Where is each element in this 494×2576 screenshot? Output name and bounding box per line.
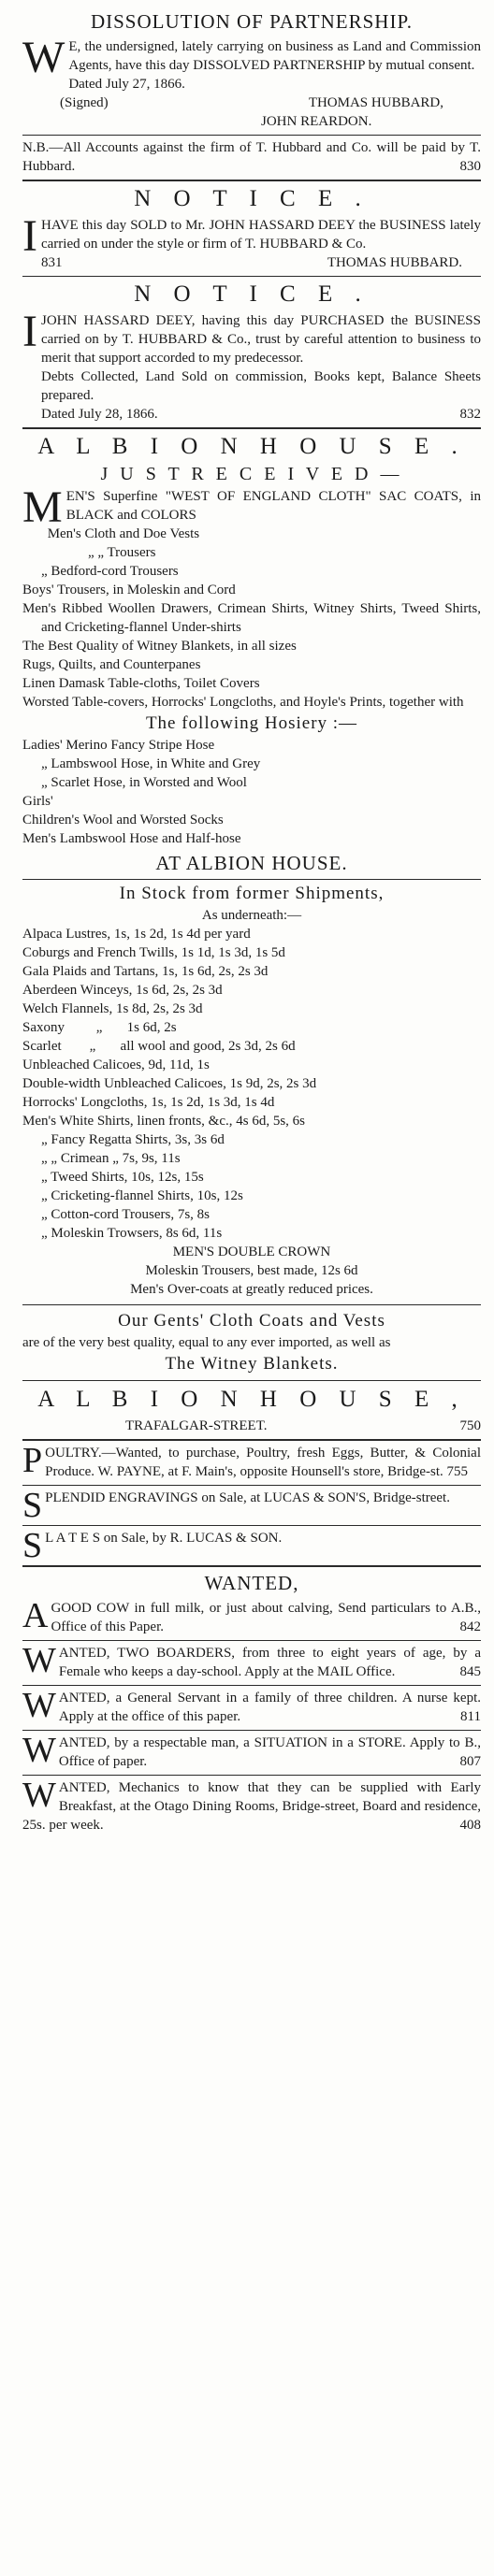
list-item: Saxony „ 1s 6d, 2s <box>22 1020 177 1035</box>
list-item: „ Cotton-cord Trousers, 7s, 8s <box>41 1207 211 1222</box>
ad-body: AGOOD COW in full milk, or just about calving, Send particulars to A.B., Office of this Paper. 842 <box>22 1596 481 1635</box>
ad-body: SPLENDID ENGRAVINGS on Sale, at LUCAS & SON'S, Bridge-street. <box>22 1486 450 1525</box>
list-item: The Best Quality of Witney Blankets, in all sizes <box>22 639 297 654</box>
wanted-servant-ad <box>22 1686 481 1731</box>
ad-body: WANTED, Mechanics to know that they can be supplied with Early Breakfast, at the Otago Dining Rooms, Bridge-street, Board and residence, 25s. per week. 408 <box>22 1776 481 1833</box>
list-item: Rugs, Quilts, and Counterpanes <box>22 657 201 672</box>
notice-nb: N.B.—All Accounts against the firm of T. Hubbard and Co. will be paid by T. Hubbard. 830 <box>22 140 481 174</box>
purchase-notice <box>22 277 481 429</box>
moleskin-line: Moleskin Trousers, best made, 12s 6d <box>145 1263 358 1278</box>
newspaper-column <box>22 0 481 1838</box>
drop-cap: P <box>22 1441 43 1480</box>
notice-date: Dated July 27, 1866. <box>68 77 185 92</box>
list-item: Aberdeen Winceys, 1s 6d, 2s, 2s 3d <box>22 983 223 998</box>
list-item: Alpaca Lustres, 1s, 1s 2d, 1s 4d per yard <box>22 927 251 942</box>
list-item: „ Scarlet Hose, in Worsted and Wool <box>41 775 247 790</box>
engravings-ad <box>22 1486 481 1526</box>
gents-body: are of the very best quality, equal to any ever imported, as well as <box>22 1335 391 1350</box>
notice-footer: Dated July 28, 1866. 832 <box>41 407 481 422</box>
list-item: Men's Lambswool Hose and Half-hose <box>22 831 241 846</box>
list-item: „ Cricketing-flannel Shirts, 10s, 12s <box>41 1188 243 1203</box>
in-stock-heading: In Stock from former Shipments, <box>119 884 385 903</box>
drop-cap: W <box>22 1686 56 1725</box>
hosiery-list <box>22 736 481 848</box>
list-item: „ „ Trousers <box>88 545 156 560</box>
list-item: Men's White Shirts, linen fronts, &c., 4s 6d, 5s, 6s <box>22 1114 305 1129</box>
list-item: Ladies' Merino Fancy Stripe Hose <box>22 738 215 753</box>
drop-cap: I <box>22 307 37 356</box>
drop-cap: W <box>22 33 65 82</box>
hosiery-heading: The following Hosiery :— <box>145 713 358 733</box>
list-item: „ Moleskin Trowsers, 8s 6d, 11s <box>41 1226 223 1241</box>
at-albion-heading: AT ALBION HOUSE. <box>155 852 348 874</box>
ad-body: POULTRY.—Wanted, to purchase, Poultry, fresh Eggs, Butter, & Colonial Produce. W. PAYNE, at F. Main's, opposite Hounsell's store, Bridge-st. 755 <box>22 1441 481 1480</box>
notice-body: IJOHN HASSARD DEEY, having this day PURCHASED the BUSINESS carried on by T. HUBBARD & Co., trust by careful attention to business to merit that support accorded to my predecessor. <box>22 307 481 366</box>
list-item: Boys' Trousers, in Moleskin and Cord <box>22 583 236 597</box>
drop-cap: S <box>22 1526 43 1565</box>
list-item: „ Tweed Shirts, 10s, 12s, 15s <box>41 1170 204 1185</box>
just-received: J U S T R E C E I V E D — <box>100 464 403 484</box>
albion-items <box>22 525 481 712</box>
albion-footer: TRAFALGAR-STREET. 750 <box>125 1418 481 1433</box>
wanted-boarders-ad <box>22 1641 481 1686</box>
list-item: Coburgs and French Twills, 1s 1d, 1s 3d, 1s 5d <box>22 945 285 960</box>
sale-notice <box>22 181 481 277</box>
list-item: Children's Wool and Worsted Socks <box>22 813 224 827</box>
poultry-ad <box>22 1441 481 1486</box>
drop-cap: M <box>22 482 63 532</box>
drop-cap: A <box>22 1596 49 1635</box>
wanted-cow-ad <box>22 1567 481 1641</box>
ad-body: WANTED, TWO BOARDERS, from three to eight years of age, by a Female who keeps a day-school. Apply at the MAIL Office. 845 <box>22 1641 481 1680</box>
list-item: Horrocks' Longcloths, 1s, 1s 2d, 1s 3d, 1s 4d <box>22 1095 275 1110</box>
signature-name: JOHN REARDON. <box>261 114 372 129</box>
double-crown: MEN'S DOUBLE CROWN <box>172 1245 331 1259</box>
drop-cap: I <box>22 211 37 261</box>
signature-line: (Signed) THOMAS HUBBARD, <box>60 95 443 110</box>
list-item: „ Bedford-cord Trousers <box>41 564 179 579</box>
list-item: Double-width Unbleached Calicoes, 1s 9d, 2s, 2s 3d <box>22 1076 317 1091</box>
albion-footer-title: A L B I O N H O U S E , <box>37 1387 466 1412</box>
list-item: „ „ Crimean „ 7s, 9s, 11s <box>41 1151 181 1166</box>
drop-cap: W <box>22 1731 56 1770</box>
notice-footer: 831 THOMAS HUBBARD. <box>40 255 462 270</box>
dissolution-notice <box>22 6 481 181</box>
list-item: „ Lambswool Hose, in White and Grey <box>41 756 261 771</box>
albion-title: A L B I O N H O U S E . <box>37 434 466 459</box>
gents-heading: Our Gents' Cloth Coats and Vests <box>118 1311 385 1331</box>
albion-house-ad <box>22 429 481 1441</box>
list-item: Worsted Table-covers, Horrocks' Longcloths, and Hoyle's Prints, together with <box>22 695 464 710</box>
list-item: Linen Damask Table-cloths, Toilet Covers <box>22 676 260 691</box>
drop-cap: S <box>22 1486 43 1525</box>
drop-cap: W <box>22 1776 56 1815</box>
wanted-situation-ad <box>22 1731 481 1776</box>
stock-list <box>22 925 481 1243</box>
drop-cap: W <box>22 1641 56 1680</box>
wanted-mechanics-ad <box>22 1776 481 1838</box>
overcoats-line: Men's Over-coats at greatly reduced prices. <box>130 1282 373 1297</box>
albion-intro: MEN'S Superfine "WEST OF ENGLAND CLOTH" SAC COATS, in BLACK and COLORS <box>22 482 481 532</box>
ad-title: WANTED, <box>204 1572 299 1594</box>
notice-body: IHAVE this day SOLD to Mr. JOHN HASSARD DEEY the BUSINESS lately carried on under the style or firm of T. HUBBARD & Co. <box>22 211 481 261</box>
notice-title: DISSOLUTION OF PARTNERSHIP. <box>90 10 414 33</box>
ad-body: S L A T E S on Sale, by R. LUCAS & SON. <box>22 1526 283 1565</box>
ad-body: WANTED, by a respectable man, a SITUATION in a STORE. Apply to B., Office of paper. 807 <box>22 1731 481 1770</box>
notice-body-2: Debts Collected, Land Sold on commission, Books kept, Balance Sheets prepared. <box>41 369 481 403</box>
slates-ad <box>22 1526 481 1567</box>
list-item: „ Fancy Regatta Shirts, 3s, 3s 6d <box>41 1132 225 1147</box>
notice-title: N O T I C E . <box>134 186 370 211</box>
notice-body: W E, the undersigned, lately carrying on business as Land and Commission Agents, have this day DISSOLVED PARTNERSHIP by mutual consent. <box>22 33 481 82</box>
list-item: Girls' <box>22 794 53 809</box>
list-item: Welch Flannels, 1s 8d, 2s, 2s 3d <box>22 1001 203 1016</box>
list-item: Scarlet „ all wool and good, 2s 3d, 2s 6d <box>22 1039 296 1054</box>
list-item: Unbleached Calicoes, 9d, 11d, 1s <box>22 1058 210 1072</box>
list-item: Men's Cloth and Doe Vests <box>47 526 200 541</box>
list-item: Gala Plaids and Tartans, 1s, 1s 6d, 2s, 2s 3d <box>22 964 269 979</box>
as-under: As underneath:— <box>201 908 302 923</box>
list-item: Men's Ribbed Woollen Drawers, Crimean Shirts, Witney Shirts, Tweed Shirts, and Cricketing-flannel Under-shirts <box>22 601 481 635</box>
notice-title: N O T I C E . <box>134 281 370 307</box>
witney-heading: The Witney Blankets. <box>165 1354 339 1374</box>
ad-body: WANTED, a General Servant in a family of three children. A nurse kept. Apply at the office of this paper. 811 <box>22 1686 481 1725</box>
